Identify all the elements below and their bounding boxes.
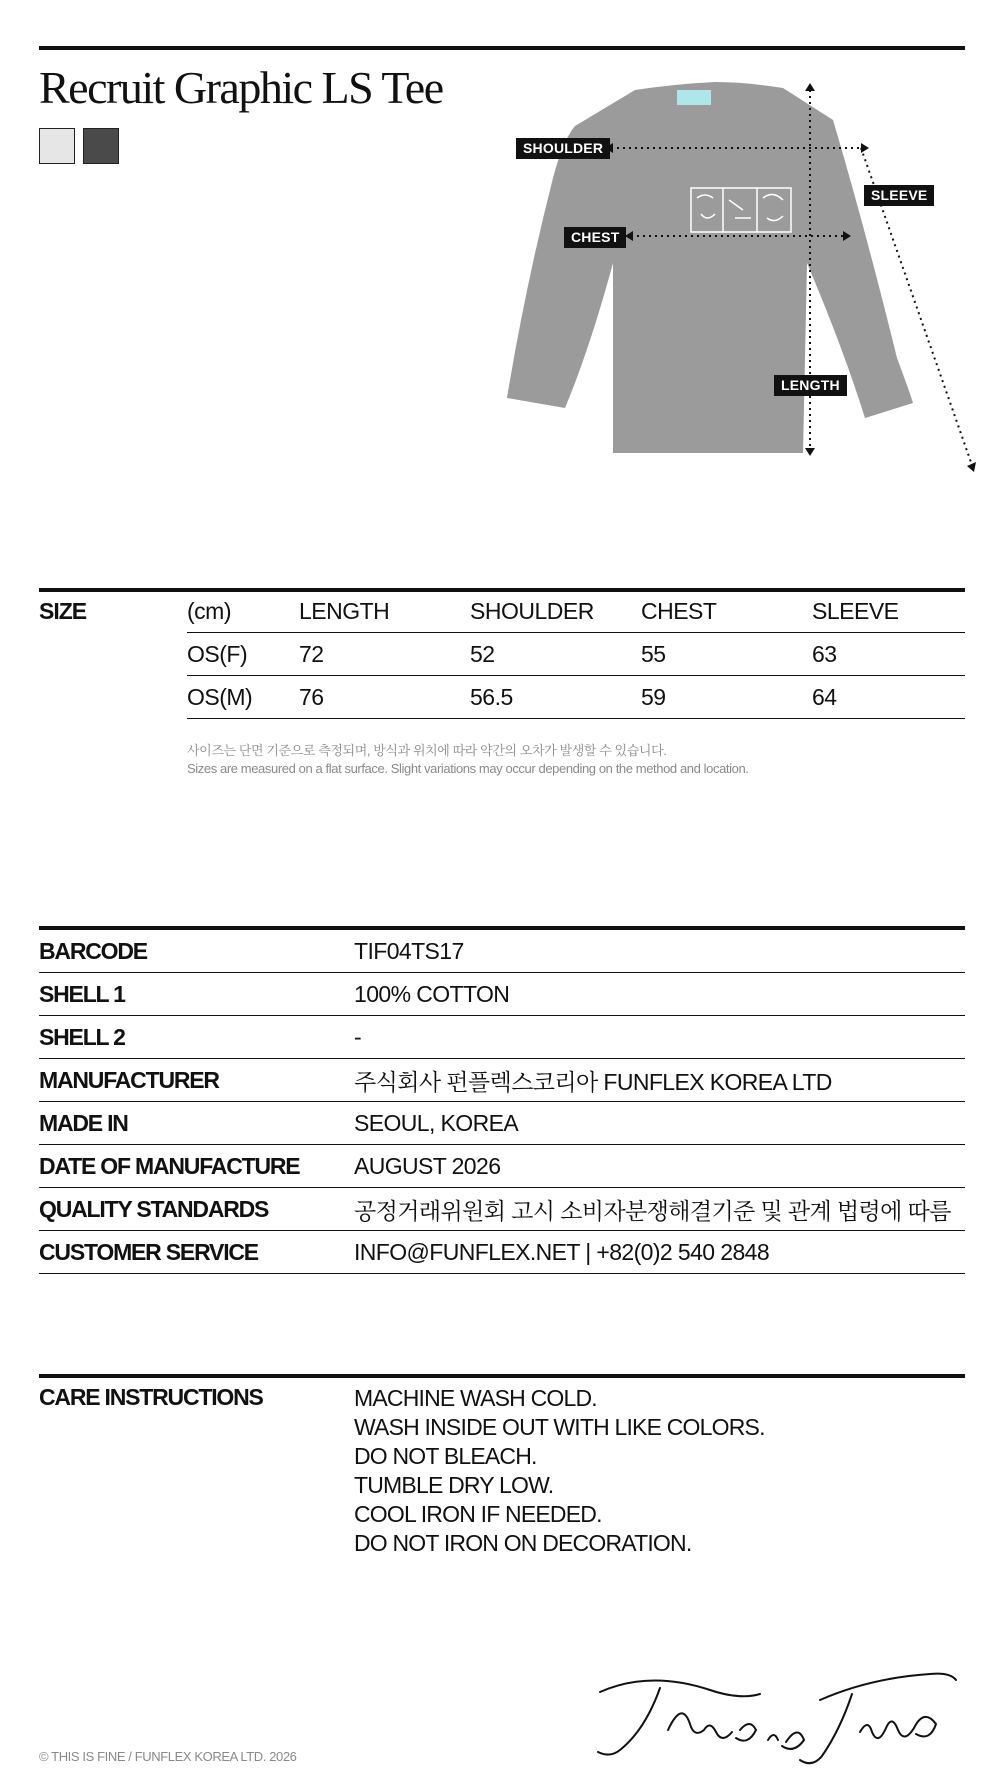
size-row (39, 676, 965, 719)
size-shoulder-value: 56.5 (470, 676, 641, 719)
header-chest: CHEST (641, 590, 812, 633)
brand-signature-logo (590, 1660, 960, 1770)
product-title: Recruit Graphic LS Tee (39, 62, 443, 113)
size-chart-table (39, 590, 965, 719)
info-value: TIF04TS17 (354, 930, 965, 973)
info-key: DATE OF MANUFACTURE (39, 1145, 354, 1188)
info-row (39, 930, 965, 973)
chest-label: CHEST (564, 227, 626, 248)
info-row (39, 1145, 965, 1188)
header-unit: (cm) (187, 590, 299, 633)
shoulder-label: SHOULDER (516, 138, 610, 159)
measurement-note-en: Sizes are measured on a flat surface. Slight variations may occur depending on the method and location. (187, 761, 749, 776)
info-key: MANUFACTURER (39, 1059, 354, 1102)
size-length-value: 72 (299, 633, 470, 676)
length-label: LENGTH (774, 375, 847, 396)
info-row (39, 1102, 965, 1145)
size-sleeve-value: 64 (812, 676, 965, 719)
top-divider (39, 46, 965, 50)
care-line: COOL IRON IF NEEDED. (354, 1501, 602, 1527)
size-name: OS(M) (187, 676, 299, 719)
info-key: BARCODE (39, 930, 354, 973)
info-row (39, 1188, 965, 1231)
info-key: QUALITY STANDARDS (39, 1188, 354, 1231)
info-value: SEOUL, KOREA (354, 1102, 965, 1145)
size-chart-header-row (39, 590, 965, 633)
header-length: LENGTH (299, 590, 470, 633)
info-key: SHELL 1 (39, 973, 354, 1016)
info-value: - (354, 1016, 965, 1059)
header-shoulder: SHOULDER (470, 590, 641, 633)
info-value: AUGUST 2026 (354, 1145, 965, 1188)
info-value: 주식회사 펀플렉스코리아 FUNFLEX KOREA LTD (354, 1059, 965, 1102)
size-chest-value: 59 (641, 676, 812, 719)
info-key: MADE IN (39, 1102, 354, 1145)
measurement-note-ko: 사이즈는 단면 기준으로 측정되며, 방식과 위치에 따라 약간의 오차가 발생할 수 있습니다. (187, 743, 667, 758)
care-instructions-label: CARE INSTRUCTIONS (39, 1384, 263, 1410)
header-sleeve: SLEEVE (812, 590, 965, 633)
info-value: 공정거래위원회 고시 소비자분쟁해결기준 및 관계 법령에 따름 (354, 1188, 965, 1231)
measurement-note (187, 742, 749, 778)
info-key: SHELL 2 (39, 1016, 354, 1059)
care-line: DO NOT BLEACH. (354, 1443, 537, 1469)
neck-label-patch (677, 90, 711, 105)
care-line: DO NOT IRON ON DECORATION. (354, 1530, 692, 1556)
color-swatch-light-gray[interactable] (39, 128, 75, 164)
care-divider (39, 1374, 965, 1378)
sleeve-label: SLEEVE (864, 185, 934, 206)
size-row (39, 633, 965, 676)
care-line: MACHINE WASH COLD. (354, 1385, 597, 1411)
size-label: SIZE (39, 597, 87, 624)
size-sleeve-value: 63 (812, 633, 965, 676)
color-swatch-charcoal[interactable] (83, 128, 119, 164)
copyright-footer: © THIS IS FINE / FUNFLEX KOREA LTD. 2026 (39, 1749, 297, 1764)
info-value: 100% COTTON (354, 973, 965, 1016)
care-line: WASH INSIDE OUT WITH LIKE COLORS. (354, 1414, 765, 1440)
info-value: INFO@FUNFLEX.NET | +82(0)2 540 2848 (354, 1231, 965, 1274)
size-name: OS(F) (187, 633, 299, 676)
info-key: CUSTOMER SERVICE (39, 1231, 354, 1274)
info-row (39, 973, 965, 1016)
care-instructions-list (354, 1384, 765, 1558)
info-row (39, 1059, 965, 1102)
product-info-table (39, 930, 965, 1274)
info-row (39, 1016, 965, 1059)
size-length-value: 76 (299, 676, 470, 719)
size-shoulder-value: 52 (470, 633, 641, 676)
info-row (39, 1231, 965, 1274)
care-line: TUMBLE DRY LOW. (354, 1472, 554, 1498)
size-chest-value: 55 (641, 633, 812, 676)
